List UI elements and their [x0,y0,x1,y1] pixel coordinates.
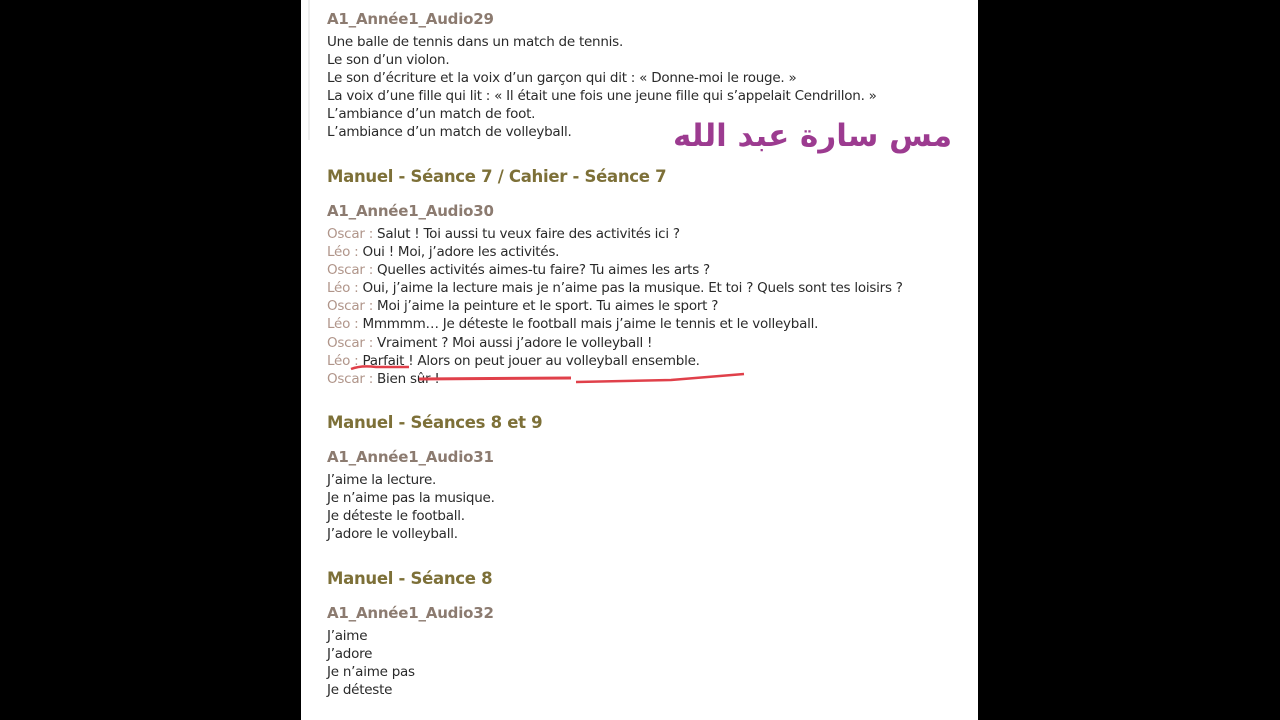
text-line: Je déteste [327,682,393,699]
speaker: Léo : [327,244,359,261]
audio32-block [327,603,494,699]
document-page [301,0,978,720]
section-heading: Manuel - Séance 7 / Cahier - Séance 7 [327,167,667,186]
audio-title: A1_Année1_Audio30 [327,202,494,220]
underline-mark [419,378,571,379]
section-heading: Manuel - Séances 8 et 9 [327,413,543,432]
text-line: J’aime [327,628,368,644]
underline-mark [351,366,409,369]
text-line: J’aime la lecture. [327,472,437,488]
underline-mark [576,374,744,382]
utterance: Bien sûr ! [373,370,440,387]
speaker: Léo : [327,280,359,297]
speaker: Oscar : [327,226,373,242]
utterance: Parfait ! Alors on peut jouer au volleyball ensemble. [358,352,700,369]
text-line: L’ambiance d’un match de foot. [327,106,536,123]
speaker: Oscar : [327,298,373,315]
audio31-block [327,447,495,543]
speaker: Oscar : [327,334,373,351]
text-line: La voix d’une fille qui lit : « Il était une fois une jeune fille qui s’appelait Cendrillon. » [327,88,877,105]
text-line: J’adore le volleyball. [327,526,458,543]
watermark-name: مس سارة عبد الله [673,118,953,154]
audio-title: A1_Année1_Audio31 [327,448,494,466]
audio-title: A1_Année1_Audio32 [327,604,494,622]
text-line: Je déteste le football. [327,508,465,525]
utterance: Oui ! Moi, j’adore les activités. [358,244,560,261]
text-line: J’adore [327,646,373,663]
text-line: Le son d’écriture et la voix d’un garçon qui dit : « Donne-moi le rouge. » [327,70,797,87]
audio-title: A1_Année1_Audio29 [327,10,494,28]
utterance: Quelles activités aimes-tu faire? Tu aimes les arts ? [373,262,710,279]
speaker: Oscar : [327,370,373,387]
text-line: Le son d’un violon. [327,52,450,69]
text-line: Je n’aime pas la musique. [327,490,495,507]
utterance: Vraiment ? Moi aussi j’adore le volleyball ! [373,334,653,351]
utterance: Mmmmm… Je déteste le football mais j’aime le tennis et le volleyball. [358,316,819,333]
utterance: Moi j’aime la peinture et le sport. Tu aimes le sport ? [373,298,719,315]
text-line: Je n’aime pas [327,664,415,681]
utterance: Oui, j’aime la lecture mais je n’aime pas la musique. Et toi ? Quels sont tes loisirs ? [358,280,903,297]
text-line: L’ambiance d’un match de volleyball. [327,124,572,141]
speaker: Léo : [327,316,359,333]
section-heading: Manuel - Séance 8 [327,569,493,588]
speaker: Oscar : [327,262,373,279]
utterance: Salut ! Toi aussi tu veux faire des activités ici ? [373,226,680,242]
text-line: Une balle de tennis dans un match de tennis. [327,34,623,50]
speaker: Léo : [327,352,359,369]
